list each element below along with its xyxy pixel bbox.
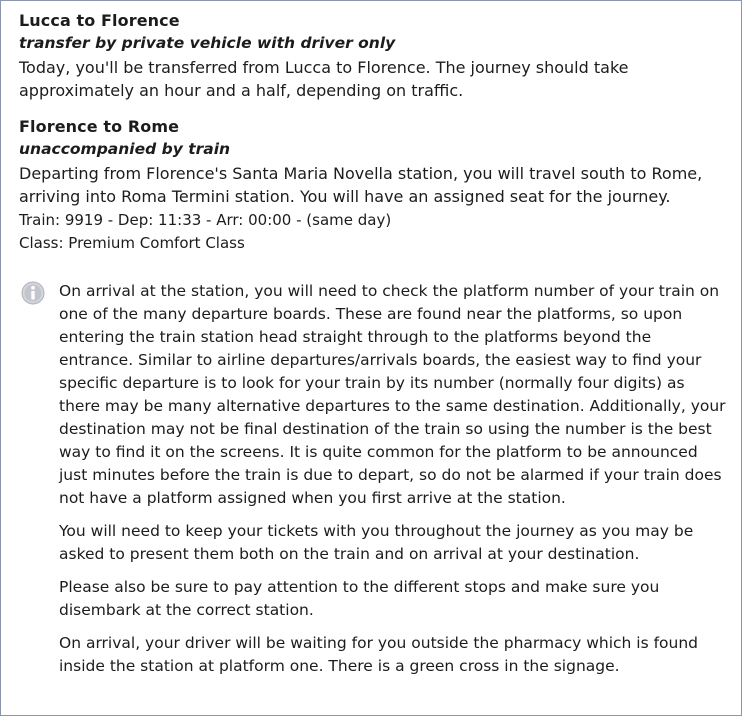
segment-florence-rome [19,115,729,254]
info-icon [21,281,45,305]
itinerary-segments [19,9,729,254]
train-details [19,209,729,254]
note-paragraph: On arrival at the station, you will need to check the platform number of your train on one of the many departure boards. These are found near the platforms, so upon entering the train station head straight through to the platforms beyond the entrance. Similar to airline departures/arrivals boards, the easiest way to find your specific departure is to look for your train by its number (normally four digits) as there may be many alternative departures to the same destination. Additionally, your destination may not be final destination of the train so using the number is the best way to find it on the screens. It is quite common for the platform to be announced just minutes before the train is due to depart, so do not be alarmed if your train does not have a platform assigned when you first arrive at the station. [59,282,726,507]
note-paragraph: On arrival, your driver will be waiting for you outside the pharmacy which is found inside the station at platform one. There is a green cross in the signage. [59,634,699,675]
note-paragraph: Please also be sure to pay attention to the different stops and make sure you disembark at the correct station. [59,578,660,619]
segment-description: Today, you'll be transferred from Lucca to Florence. The journey should take approximately an hour and a half, depending on traffic. [19,58,629,100]
class-info: Class: Premium Comfort Class [19,233,245,252]
train-info: Train: 9919 - Dep: 11:33 - Arr: 00:00 - (same day) [19,211,392,229]
note-paragraph: You will need to keep your tickets with you throughout the journey as you may be asked to present them both on the train and on arrival at your destination. [59,522,694,563]
segment-subtitle: transfer by private vehicle with driver only [19,34,396,52]
segment-title: Lucca to Florence [19,11,180,30]
segment-description: Departing from Florence's Santa Maria Novella station, you will travel south to Rome, arriving into Roma Termini station. You will have an assigned seat for the journey. [19,164,703,206]
segment-subtitle: unaccompanied by train [19,140,231,158]
segment-lucca-florence [19,9,729,102]
station-info-note [59,280,727,688]
segment-title: Florence to Rome [19,117,180,136]
